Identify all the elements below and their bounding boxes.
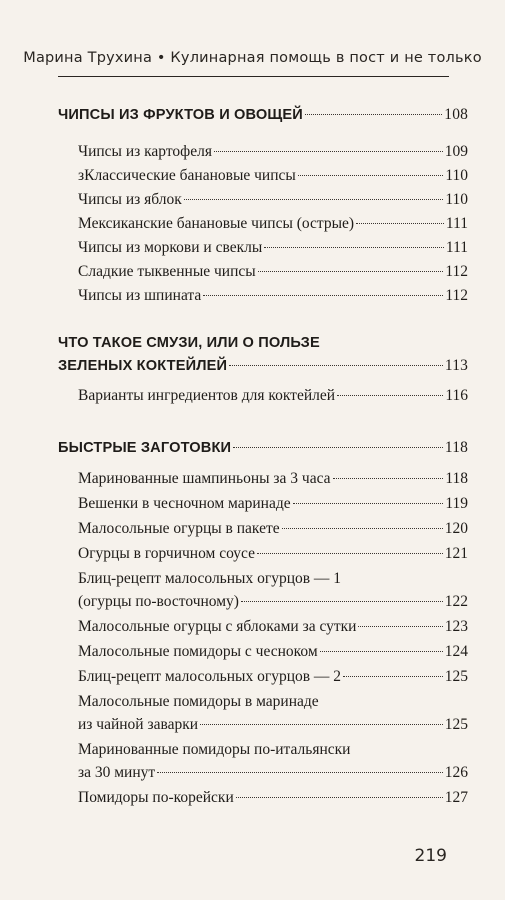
toc-section[interactable] xyxy=(58,356,468,376)
page-number: 110 xyxy=(445,167,468,184)
entry-title: Малосольные огурцы с яблоками за сутки xyxy=(78,618,357,635)
page-number: 122 xyxy=(444,593,468,610)
entry-title: Маринованные шампиньоны за 3 часа xyxy=(78,470,331,487)
entry-title: (огурцы по-восточному) xyxy=(78,593,239,610)
leader-dots xyxy=(356,223,444,224)
entry-title: Варианты ингредиентов для коктейлей xyxy=(78,387,336,404)
toc-entry[interactable] xyxy=(58,494,468,514)
entry-title: Вешенки в чесночном маринаде xyxy=(78,495,291,512)
toc-entry[interactable] xyxy=(58,519,468,539)
entry-title: Малосольные помидоры с чесноком xyxy=(78,643,318,660)
page-number: 108 xyxy=(444,106,468,123)
leader-dots xyxy=(293,503,444,504)
leader-dots xyxy=(282,528,443,529)
section-title: БЫСТРЫЕ ЗАГОТОВКИ xyxy=(58,440,232,456)
toc-entry[interactable] xyxy=(58,642,468,662)
toc-entry[interactable] xyxy=(58,166,468,186)
toc-entry[interactable] xyxy=(58,214,468,234)
entry-title: Помидоры по-корейски xyxy=(78,789,234,806)
page-folio: 219 xyxy=(414,846,447,866)
toc-entry[interactable] xyxy=(58,763,468,783)
page-number: 110 xyxy=(445,191,468,208)
page-number: 112 xyxy=(445,287,468,304)
toc-section[interactable] xyxy=(58,105,468,125)
toc-entry[interactable] xyxy=(58,469,468,489)
toc-entry[interactable] xyxy=(58,617,468,637)
entry-title: Блиц-рецепт малосольных огурцов — 2 xyxy=(78,668,342,685)
page-number: 109 xyxy=(444,143,468,160)
entry-title: Чипсы из моркови и свеклы xyxy=(78,239,263,256)
entry-title: Мексиканские банановые чипсы (острые) xyxy=(78,215,355,232)
leader-dots xyxy=(203,295,443,296)
leader-dots xyxy=(200,724,443,725)
leader-dots xyxy=(320,651,443,652)
page-number: 112 xyxy=(445,263,468,280)
entry-title: Сладкие тыквенные чипсы xyxy=(78,263,256,280)
toc-entry[interactable] xyxy=(58,286,468,306)
leader-dots xyxy=(337,395,443,396)
toc-entry[interactable] xyxy=(58,667,468,687)
toc-section[interactable] xyxy=(58,438,468,458)
leader-dots xyxy=(157,772,443,773)
entry-title-line: Блиц-рецепт малосольных огурцов — 1 xyxy=(78,570,342,587)
entry-title: зКлассические банановые чипсы xyxy=(78,167,296,184)
running-header: Марина Трухина • Кулинарная помощь в пост и не только xyxy=(23,50,482,66)
entry-title-line: Малосольные помидоры в маринаде xyxy=(78,693,319,710)
page-number: 120 xyxy=(444,520,468,537)
page-number: 118 xyxy=(445,470,468,487)
section-title: ЗЕЛЕНЫХ КОКТЕЙЛЕЙ xyxy=(58,358,228,374)
leader-dots xyxy=(236,797,443,798)
toc-entry[interactable] xyxy=(58,190,468,210)
leader-dots xyxy=(233,447,443,448)
page-number: 124 xyxy=(444,643,468,660)
page-number: 125 xyxy=(444,716,468,733)
leader-dots xyxy=(305,114,442,115)
header-rule xyxy=(58,76,449,77)
leader-dots xyxy=(214,151,443,152)
leader-dots xyxy=(184,199,444,200)
leader-dots xyxy=(343,676,443,677)
leader-dots xyxy=(229,365,443,366)
page-number: 113 xyxy=(444,357,468,374)
toc-entry[interactable] xyxy=(58,544,468,564)
page-number: 111 xyxy=(445,239,468,256)
leader-dots xyxy=(241,601,443,602)
leader-dots xyxy=(257,553,443,554)
entry-title-line: Маринованные помидоры по-итальянски xyxy=(78,741,351,758)
toc-entry[interactable] xyxy=(58,788,468,808)
page-number: 118 xyxy=(444,439,468,456)
page-number: 121 xyxy=(444,545,468,562)
toc-entry[interactable] xyxy=(58,592,468,612)
section-title-line: ЧТО ТАКОЕ СМУЗИ, ИЛИ О ПОЛЬЗЕ xyxy=(58,335,320,351)
leader-dots xyxy=(333,478,444,479)
page-number: 127 xyxy=(444,789,468,806)
entry-title: Чипсы из яблок xyxy=(78,191,182,208)
entry-title: из чайной заварки xyxy=(78,716,199,733)
page-number: 111 xyxy=(445,215,468,232)
leader-dots xyxy=(264,247,444,248)
toc-entry[interactable] xyxy=(58,262,468,282)
toc-entry[interactable] xyxy=(58,715,468,735)
entry-title: Чипсы из шпината xyxy=(78,287,202,304)
entry-title: Огурцы в горчичном соусе xyxy=(78,545,255,562)
toc-entry[interactable] xyxy=(58,386,468,406)
entry-title: за 30 минут xyxy=(78,764,156,781)
page-number: 119 xyxy=(445,495,468,512)
section-title: ЧИПСЫ ИЗ ФРУКТОВ И ОВОЩЕЙ xyxy=(58,107,303,123)
leader-dots xyxy=(258,271,444,272)
page-number: 126 xyxy=(444,764,468,781)
leader-dots xyxy=(358,626,442,627)
entry-title: Малосольные огурцы в пакете xyxy=(78,520,280,537)
leader-dots xyxy=(298,175,444,176)
toc-entry[interactable] xyxy=(58,142,468,162)
page-number: 123 xyxy=(444,618,468,635)
toc-entry[interactable] xyxy=(58,238,468,258)
page-number: 116 xyxy=(445,387,468,404)
page-number: 125 xyxy=(444,668,468,685)
entry-title: Чипсы из картофеля xyxy=(78,143,212,160)
